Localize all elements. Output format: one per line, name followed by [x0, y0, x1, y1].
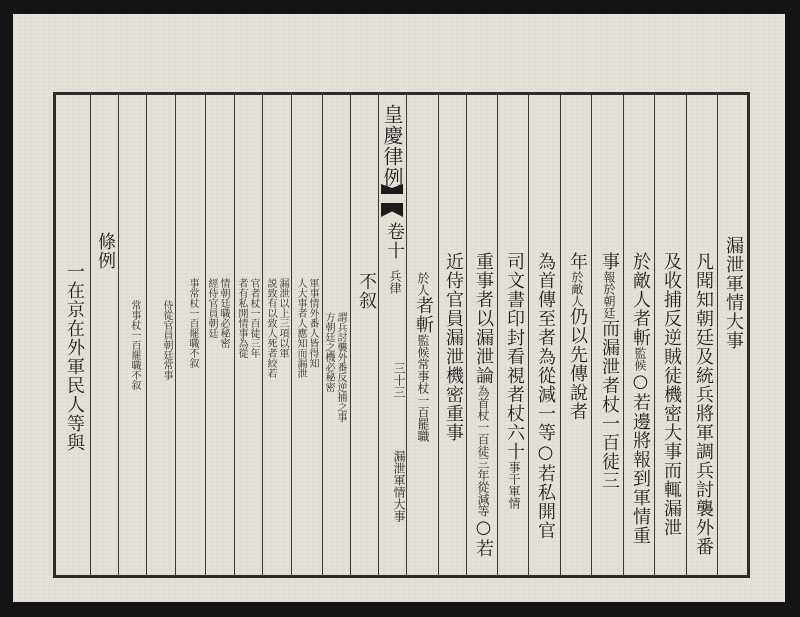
commentary-line-4: 人大事者人應知而漏泄 [295, 278, 306, 378]
text-column-10: 於人者斬監候常事杖一百罷職 [413, 272, 434, 442]
section-name: 兵律 [388, 270, 402, 294]
commentary-line-9: 情朝廷職必秘密 [218, 278, 229, 348]
commentary-line-3: 軍事情外番人皆得知 [307, 278, 318, 368]
text-column-2: 及收捕反逆賊徒機密大事而輒漏泄 [661, 252, 682, 537]
statute-heading: 漏泄軍情大事 [723, 236, 744, 350]
commentary-line-1: 謂兵討襲外番反逆捕之事 [335, 312, 346, 422]
commentary-line-10: 經侍官員朝廷 [206, 278, 217, 338]
text-column-1: 凡聞知朝廷及統兵將軍調兵討襲外番 [693, 252, 714, 556]
commentary-line-5: 漏泄以上三項以軍 [277, 278, 288, 358]
tiaoli-text: 一在京在外軍民人等與 [64, 262, 85, 452]
tiaoli-heading: 條例 [95, 232, 116, 270]
commentary-line-13: 常事杖一百罷職不叙 [129, 300, 140, 390]
commentary-line-7: 官者杖一百徒三年 [248, 278, 259, 358]
juan-number: 卷十 [384, 222, 405, 260]
text-column-7: 司文書印封看視者杖六十事干軍情 [504, 252, 525, 509]
commentary-line-6: 説致有以致人死者絞若 [265, 278, 276, 378]
text-column-9: 近侍官員漏泄機密重事 [443, 252, 464, 442]
page-number: 三十三 [392, 362, 406, 398]
footer-title: 漏泄軍情大事 [392, 450, 406, 522]
text-column-6: 為首傳至者為從減一等○若私開官 [535, 252, 556, 540]
book-title: 皇慶律例 [380, 104, 404, 188]
text-column-5: 年於敵人仍以先傳說者 [567, 252, 588, 421]
commentary-line-12: 侍從官員朝廷常事 [161, 300, 172, 380]
text-column-4: 事報於朝廷而漏泄者杖一百徒三 [599, 252, 620, 490]
commentary-line-8: 者有私開情事為從 [236, 278, 247, 358]
text-column-3: 於敵人者斬監候○若邊將報到軍情重 [630, 252, 651, 545]
commentary-line-2: 方朝廷之機必秘密 [323, 312, 334, 392]
commentary-line-11: 事常杖一百罷職不叙 [187, 278, 198, 368]
text-column-bu-xu: 不叙 [356, 272, 377, 310]
text-column-8: 重事者以漏泄論為首杖一百徒三年從減等○若 [473, 252, 494, 558]
